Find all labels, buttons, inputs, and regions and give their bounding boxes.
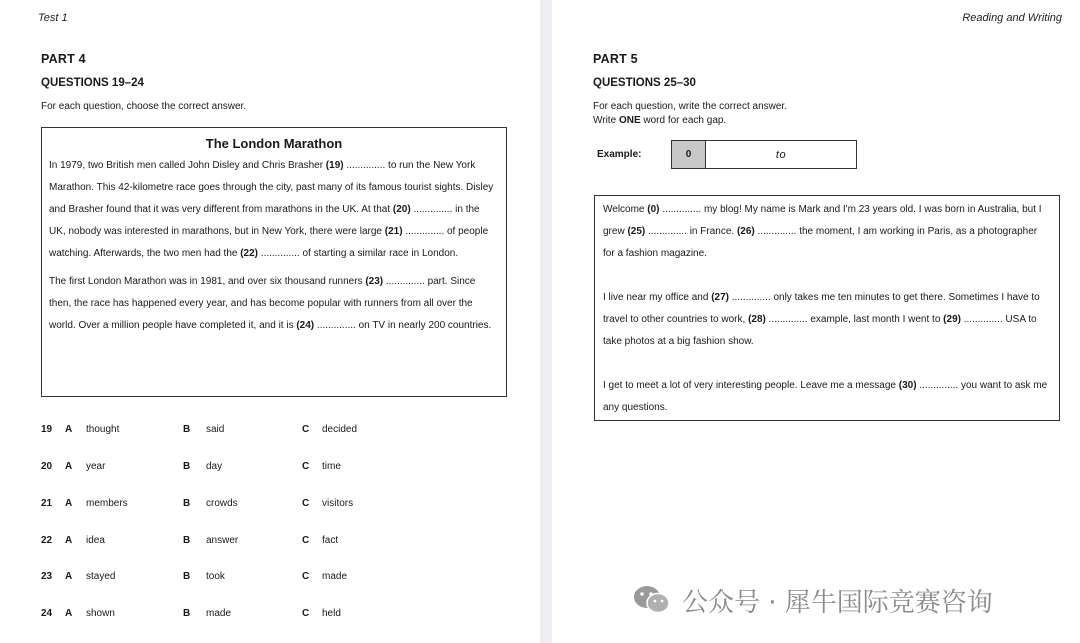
option-20b[interactable]: day: [206, 461, 223, 472]
blog-paragraph-3: I get to meet a lot of very interesting people. Leave me a message (30) .............. you want to ask me any questions.: [603, 380, 1048, 413]
watermark-text: 公众号 · 犀牛国际竞赛咨询: [682, 587, 993, 618]
option-21a[interactable]: members: [86, 498, 128, 509]
option-23c[interactable]: made: [322, 571, 348, 582]
header-section: Reading and Writing: [962, 12, 1062, 24]
watermark: [632, 582, 993, 618]
part4-title: PART 4: [41, 52, 86, 66]
option-20a[interactable]: year: [86, 461, 106, 472]
option-22a[interactable]: idea: [86, 535, 105, 546]
option-22c[interactable]: fact: [322, 535, 339, 546]
option-19a[interactable]: thought: [86, 424, 120, 435]
option-22b[interactable]: answer: [206, 535, 239, 546]
question-23: 23 A stayed B took C made: [41, 571, 348, 582]
question-22: 22 A idea B answer C fact: [41, 535, 339, 546]
option-21b[interactable]: crowds: [206, 498, 238, 509]
option-24c[interactable]: held: [322, 608, 341, 619]
wechat-icon: [632, 584, 672, 616]
part4-questions: QUESTIONS 19–24: [41, 77, 144, 89]
part5-instruction: For each question, write the correct answer. Write ONE word for each gap.: [593, 101, 787, 126]
option-21c[interactable]: visitors: [322, 498, 354, 509]
option-23a[interactable]: stayed: [86, 571, 116, 582]
question-21: 21 A members B crowds C visitors: [41, 498, 354, 509]
blog-paragraph-2: I live near my office and (27) .............. only takes me ten minutes to get there. Sometimes I have to travel to other countries to work, (28) .............. example, last month I went to (29) .............. USA to take photos at a big fashion show.: [603, 292, 1040, 347]
option-23b[interactable]: took: [206, 571, 225, 582]
blog-box: [594, 195, 1060, 421]
option-24b[interactable]: made: [206, 608, 232, 619]
header-test: Test 1: [38, 12, 68, 24]
question-20: 20 A year B day C time: [41, 461, 341, 472]
part5-title: PART 5: [593, 52, 638, 66]
page-right: [552, 0, 1080, 643]
part5-questions: QUESTIONS 25–30: [593, 77, 696, 89]
blog-paragraph-1: Welcome (0) .............. my blog! My name is Mark and I'm 23 years old. I was born in Australia, but I grew (25) .............. in France. (26) .............. the moment, I am working in Paris, as a photographer for a fashion magazine.: [603, 204, 1042, 259]
option-20c[interactable]: time: [322, 461, 341, 472]
passage-title: The London Marathon: [205, 136, 343, 151]
example-number: 0: [672, 141, 706, 168]
option-24a[interactable]: shown: [86, 608, 115, 619]
example-label: Example:: [597, 149, 642, 160]
example-answer: to: [775, 148, 787, 161]
example-box: [671, 140, 857, 169]
question-19: 19 A thought B said C decided: [41, 424, 358, 435]
part4-instruction: For each question, choose the correct answer.: [41, 101, 247, 112]
passage-paragraph-2: The first London Marathon was in 1981, and over six thousand runners (23) .............. part. Since then, the race has happened every year, and has become popular with runners from all over the world. Over a million people have completed it, and it is (24) .............. on TV in nearly 200 countries.: [49, 276, 492, 331]
passage-box: [41, 127, 507, 397]
question-24: 24 A shown B made C held: [41, 608, 341, 619]
option-19b[interactable]: said: [206, 424, 225, 435]
passage-paragraph-1: In 1979, two British men called John Disley and Chris Brasher (19) .............. to run the New York Marathon. This 42-kilometre race goes through the city, past many of its famous tourist sights. Disley and Brasher found that it was very different from marathons in the UK. At that (20) .............. in the UK, nobody was interested in marathons, but in New York, there were large (21) .............. of people watching. Afterwards, the two men had the (22) .............. of starting a similar race in London.: [49, 160, 494, 259]
option-19c[interactable]: decided: [322, 424, 358, 435]
